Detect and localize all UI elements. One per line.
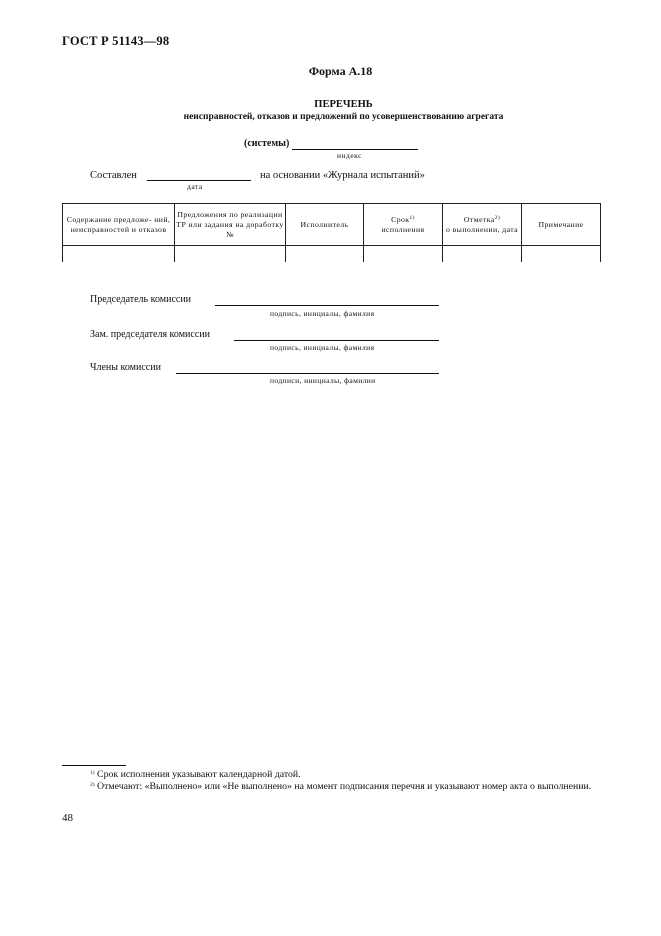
footnote-2: $^{2)}$ Отмечают: «Выполнено» или «Не выполнено» на момент подписания перечня и указывают номер акта о выполнении.: [90, 781, 592, 792]
system-label: (системы): [244, 138, 290, 149]
table-cell[interactable]: [286, 246, 364, 263]
table-cell[interactable]: [443, 246, 522, 263]
column-header-proposals: Предложения по реализации ТР или задания на доработку №: [175, 204, 286, 246]
chairman-label: Председатель комиссии: [90, 294, 192, 305]
deputy-chairman-label: Зам. председателя комиссии: [90, 329, 210, 340]
table-cell[interactable]: [522, 246, 601, 263]
defects-table: [62, 203, 601, 262]
standard-designation: ГОСТ Р 51143—98: [62, 34, 170, 48]
footnote-1: $^{1)}$ Срок исполнения указывают календарной датой.: [90, 769, 301, 780]
compiled-label: Составлен: [90, 170, 137, 181]
date-caption: дата: [187, 182, 203, 191]
members-label: Члены комиссии: [90, 362, 161, 373]
table-cell[interactable]: [63, 246, 175, 263]
list-title: ПЕРЕЧЕНЬ: [314, 99, 373, 110]
system-index-field[interactable]: [292, 149, 418, 150]
column-header-executor: Исполнитель: [286, 204, 364, 246]
compiled-date-field[interactable]: [147, 180, 251, 181]
deputy-chairman-caption: подпись, инициалы, фамилия: [270, 343, 375, 352]
column-header-content: Содержание предложе- ний, неисправностей и отказов: [63, 204, 175, 246]
deputy-chairman-signature-field[interactable]: [234, 340, 439, 341]
column-header-note: Примечание: [522, 204, 601, 246]
members-caption: подписи, инициалы, фамилии: [270, 376, 376, 385]
column-header-completion-mark: Отметка$^{2)}$ о выполнении, дата: [443, 204, 522, 246]
index-caption: индекс: [337, 151, 362, 160]
table-cell[interactable]: [364, 246, 443, 263]
members-signature-field[interactable]: [176, 373, 439, 374]
table-header-row: [63, 204, 601, 246]
table-cell[interactable]: [175, 246, 286, 263]
column-header-deadline: Срок$^{1)}$ исполнения: [364, 204, 443, 246]
footnote-rule: [62, 765, 126, 766]
page-number: 48: [62, 812, 73, 824]
chairman-signature-field[interactable]: [215, 305, 439, 306]
form-title: Форма А.18: [308, 64, 373, 78]
table-row: [63, 246, 601, 263]
list-subtitle: неисправностей, отказов и предложений по усовершенствованию агрегата: [183, 112, 504, 122]
basis-text: на основании «Журнала испытаний»: [260, 170, 425, 181]
chairman-caption: подпись, инициалы, фамилия: [270, 309, 375, 318]
